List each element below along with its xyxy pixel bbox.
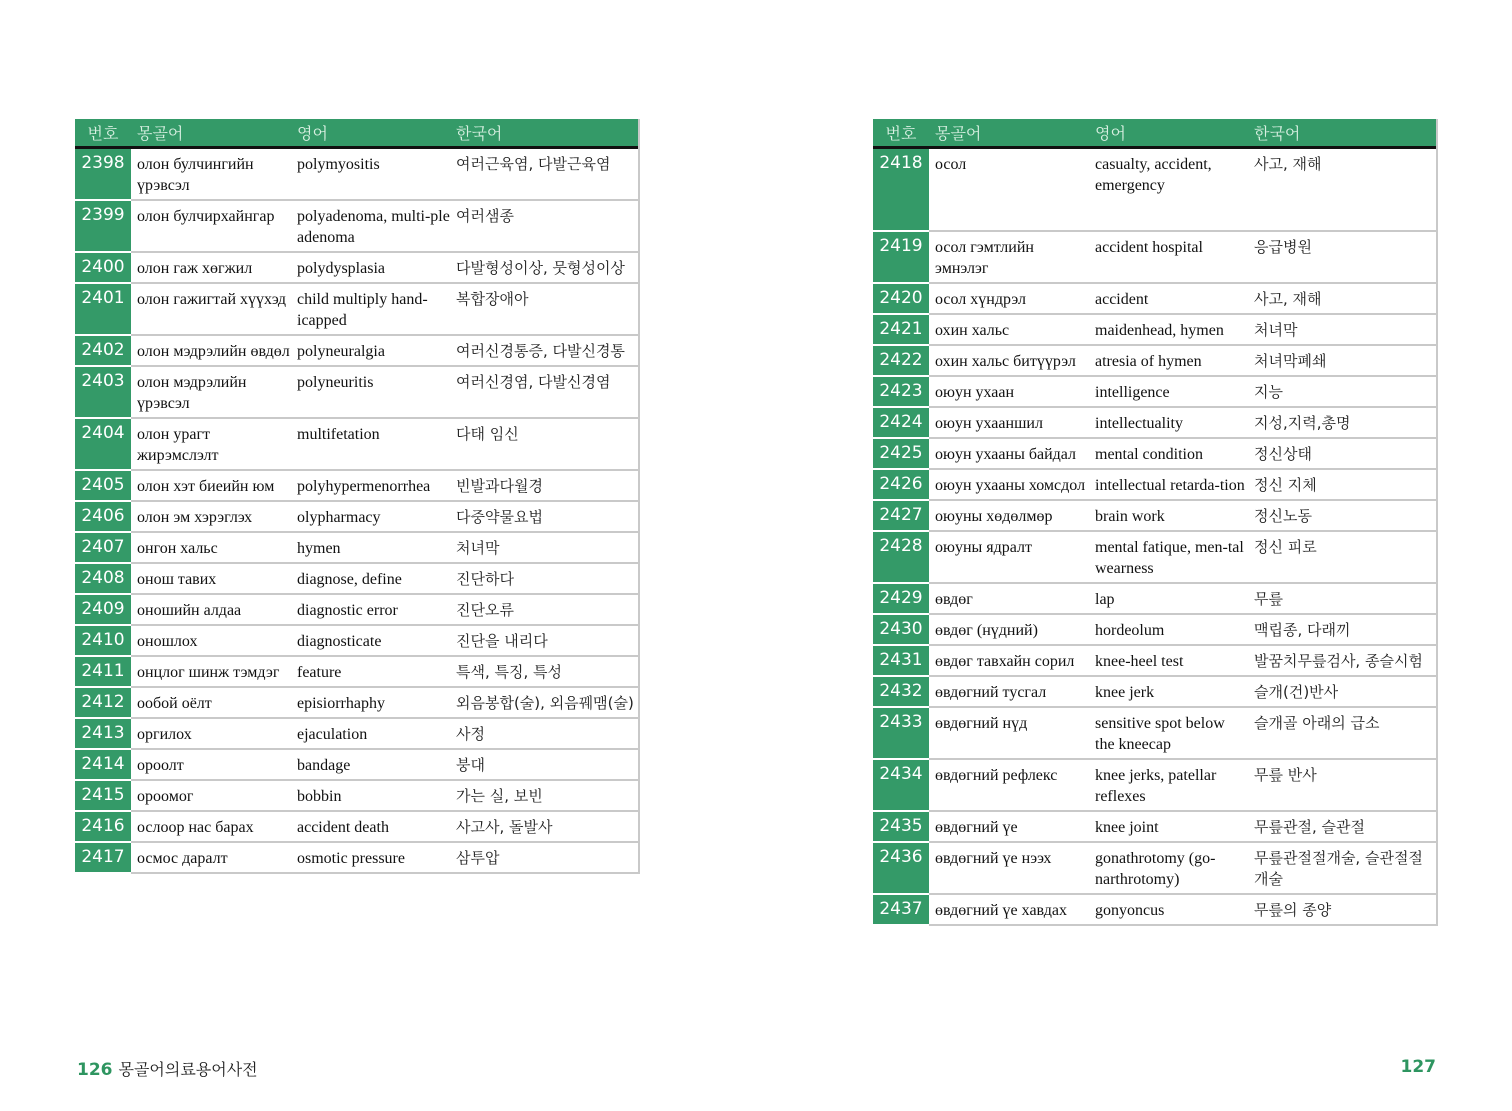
- header-english: 영어: [1095, 124, 1126, 143]
- english-term: maidenhead, hymen: [1095, 322, 1224, 339]
- table-row: [873, 470, 1436, 501]
- korean-term: 사고, 재해: [1254, 290, 1322, 308]
- english-term: bandage: [297, 757, 351, 774]
- term-number: 2420: [873, 284, 929, 315]
- mongolian-term: ослоор нас барах: [137, 819, 254, 836]
- english-term: sensitive spot below the kneecap: [1095, 715, 1225, 753]
- english-term: mental fatique, men-tal wearness: [1095, 539, 1244, 577]
- english-term: polyneuritis: [297, 374, 374, 391]
- mongolian-term: оюун ухааны байдал: [935, 446, 1076, 463]
- header-korean: 한국어: [456, 124, 503, 143]
- mongolian-term: өвдөгний рефлекс: [935, 767, 1058, 784]
- mongolian-term: оюун ухаан: [935, 384, 1015, 401]
- korean-term: 무릎 반사: [1254, 766, 1317, 784]
- mongolian-term: охин хальс: [935, 322, 1010, 339]
- english-term: diagnosticate: [297, 633, 382, 650]
- book-title: 몽골어의료용어사전: [118, 1060, 258, 1079]
- term-number: 2401: [75, 284, 131, 336]
- table-row: [873, 584, 1436, 615]
- korean-term: 무릎: [1254, 590, 1283, 608]
- english-term: hordeolum: [1095, 622, 1165, 639]
- table-row: [75, 471, 638, 502]
- table-row: [873, 439, 1436, 470]
- table-row: [873, 346, 1436, 377]
- table-row: [75, 595, 638, 626]
- table-row: [75, 688, 638, 719]
- english-term: gonyoncus: [1095, 902, 1165, 919]
- term-number: 2415: [75, 781, 131, 812]
- table-row: [75, 201, 638, 253]
- english-term: knee-heel test: [1095, 653, 1184, 670]
- table-row: [873, 677, 1436, 708]
- english-term: atresia of hymen: [1095, 353, 1202, 370]
- table-row: [873, 232, 1436, 284]
- mongolian-term: оюуны хөдөлмөр: [935, 508, 1053, 525]
- korean-term: 발꿈치무릎검사, 종슬시험: [1254, 652, 1423, 670]
- mongolian-term: өвдөг тавхайн сорил: [935, 653, 1075, 670]
- table-row: [75, 336, 638, 367]
- english-term: polyhypermenorrhea: [297, 478, 431, 495]
- english-term: accident: [1095, 291, 1149, 308]
- term-number: 2398: [75, 149, 131, 201]
- term-number: 2433: [873, 708, 929, 760]
- header-mongolian: 몽골어: [137, 124, 184, 143]
- table-row: [75, 533, 638, 564]
- korean-term: 진단오류: [456, 601, 514, 619]
- english-term: ejaculation: [297, 726, 368, 743]
- table-row: [75, 149, 638, 201]
- mongolian-term: осол гэмтлийн эмнэлэг: [935, 239, 1034, 277]
- english-term: intelligence: [1095, 384, 1170, 401]
- korean-term: 지성,지력,총명: [1254, 414, 1351, 432]
- term-number: 2424: [873, 408, 929, 439]
- english-term: gonathrotomy (go-narthrotomy): [1095, 850, 1216, 888]
- term-number: 2421: [873, 315, 929, 346]
- english-term: polydysplasia: [297, 260, 385, 277]
- english-term: accident death: [297, 819, 389, 836]
- term-number: 2432: [873, 677, 929, 708]
- term-number: 2422: [873, 346, 929, 377]
- table-row: [873, 708, 1436, 760]
- mongolian-term: оюуны ядралт: [935, 539, 1032, 556]
- table-row: [873, 646, 1436, 677]
- term-number: 2405: [75, 471, 131, 502]
- korean-term: 다태 임신: [456, 425, 519, 443]
- korean-term: 사정: [456, 725, 485, 743]
- korean-term: 정신노동: [1254, 507, 1312, 525]
- table-header: [873, 119, 1436, 149]
- header-number: 번호: [87, 124, 119, 143]
- korean-term: 여러샘종: [456, 207, 514, 225]
- mongolian-term: оргилох: [137, 726, 192, 743]
- english-term: accident hospital: [1095, 239, 1203, 256]
- term-number: 2429: [873, 584, 929, 615]
- korean-term: 다발형성이상, 뭇형성이상: [456, 259, 625, 277]
- english-term: bobbin: [297, 788, 342, 805]
- table-row: [873, 408, 1436, 439]
- table-row: [873, 615, 1436, 646]
- korean-term: 특색, 특징, 특성: [456, 663, 563, 681]
- mongolian-term: осол хүндрэл: [935, 291, 1026, 308]
- table-row: [75, 626, 638, 657]
- korean-term: 지능: [1254, 383, 1283, 401]
- korean-term: 정신 피로: [1254, 538, 1317, 556]
- english-term: lap: [1095, 591, 1115, 608]
- table-row: [75, 367, 638, 419]
- english-term: polymyositis: [297, 156, 380, 173]
- mongolian-term: өвдөгний үе хавдах: [935, 902, 1067, 919]
- korean-term: 다중약물요법: [456, 508, 543, 526]
- korean-term: 처녀막: [456, 539, 500, 557]
- term-number: 2427: [873, 501, 929, 532]
- korean-term: 정신 지체: [1254, 476, 1317, 494]
- term-number: 2400: [75, 253, 131, 284]
- table-row: [873, 149, 1436, 232]
- mongolian-term: ообой оёлт: [137, 695, 212, 712]
- english-term: intellectuality: [1095, 415, 1183, 432]
- header-korean: 한국어: [1254, 124, 1301, 143]
- header-number: 번호: [885, 124, 917, 143]
- table-row: [873, 532, 1436, 584]
- term-number: 2428: [873, 532, 929, 584]
- term-number: 2412: [75, 688, 131, 719]
- header-mongolian: 몽골어: [935, 124, 982, 143]
- korean-term: 빈발과다월경: [456, 477, 543, 495]
- table-row: [75, 502, 638, 533]
- english-term: polyneuralgia: [297, 343, 385, 360]
- korean-term: 맥립종, 다래끼: [1254, 621, 1351, 639]
- korean-term: 붕대: [456, 756, 485, 774]
- table-row: [873, 315, 1436, 346]
- table-row: [75, 564, 638, 595]
- term-number: 2431: [873, 646, 929, 677]
- korean-term: 여러근육염, 다발근육염: [456, 155, 611, 173]
- term-number: 2414: [75, 750, 131, 781]
- mongolian-term: оношлох: [137, 633, 198, 650]
- english-term: diagnostic error: [297, 602, 398, 619]
- korean-term: 정신상태: [1254, 445, 1312, 463]
- korean-term: 처녀막폐쇄: [1254, 352, 1327, 370]
- korean-term: 진단하다: [456, 570, 514, 588]
- term-number: 2407: [75, 533, 131, 564]
- footer-right: [1401, 1057, 1437, 1077]
- korean-term: 슬개(건)반사: [1254, 683, 1339, 701]
- term-number: 2399: [75, 201, 131, 253]
- english-term: knee joint: [1095, 819, 1159, 836]
- term-number: 2408: [75, 564, 131, 595]
- table-row: [75, 284, 638, 336]
- header-english: 영어: [297, 124, 328, 143]
- table-row: [75, 750, 638, 781]
- page-number: 126: [77, 1060, 113, 1080]
- mongolian-term: өвдөг (нүдний): [935, 622, 1038, 639]
- english-term: polyadenoma, multi-ple adenoma: [297, 208, 450, 246]
- term-number: 2436: [873, 843, 929, 895]
- footer-left: [77, 1057, 258, 1080]
- table-row: [75, 419, 638, 471]
- mongolian-term: осмос даралт: [137, 850, 228, 867]
- term-number: 2423: [873, 377, 929, 408]
- table-body: [75, 149, 638, 874]
- mongolian-term: олон мэдрэлийн өвдөл: [137, 343, 290, 360]
- mongolian-term: өвдөгний үе: [935, 819, 1018, 836]
- english-term: feature: [297, 664, 342, 681]
- term-number: 2437: [873, 895, 929, 926]
- english-term: brain work: [1095, 508, 1165, 525]
- mongolian-term: олон гажигтай хүүхэд: [137, 291, 286, 308]
- korean-term: 외음봉합(술), 외음꿰맴(술): [456, 694, 634, 712]
- mongolian-term: өвдөгний тусгал: [935, 684, 1047, 701]
- table-row: [75, 843, 638, 874]
- korean-term: 여러신경염, 다발신경염: [456, 373, 611, 391]
- mongolian-term: онцлог шинж тэмдэг: [137, 664, 280, 681]
- english-term: diagnose, define: [297, 571, 402, 588]
- korean-term: 진단을 내리다: [456, 632, 548, 650]
- table-row: [75, 253, 638, 284]
- korean-term: 무릎관절절개술, 슬관절절개술: [1254, 849, 1423, 888]
- english-term: casualty, accident, emergency: [1095, 156, 1212, 194]
- term-number: 2409: [75, 595, 131, 626]
- korean-term: 삼투압: [456, 849, 500, 867]
- term-number: 2418: [873, 149, 929, 232]
- table-row: [873, 843, 1436, 895]
- term-number: 2430: [873, 615, 929, 646]
- term-number: 2403: [75, 367, 131, 419]
- korean-term: 무릎의 종양: [1254, 901, 1332, 919]
- term-number: 2410: [75, 626, 131, 657]
- table-row: [873, 760, 1436, 812]
- table-row: [873, 812, 1436, 843]
- english-term: knee jerks, patellar reflexes: [1095, 767, 1217, 805]
- mongolian-term: олон булчингийн үрэвсэл: [137, 156, 254, 194]
- english-term: episiorrhaphy: [297, 695, 385, 712]
- table-body: [873, 149, 1436, 926]
- mongolian-term: олон мэдрэлийн үрэвсэл: [137, 374, 247, 412]
- table-row: [75, 657, 638, 688]
- term-number: 2419: [873, 232, 929, 284]
- mongolian-term: охин хальс битүүрэл: [935, 353, 1076, 370]
- table-row: [873, 377, 1436, 408]
- term-number: 2406: [75, 502, 131, 533]
- english-term: intellectual retarda-tion: [1095, 477, 1245, 494]
- table-header: [75, 119, 638, 149]
- table-row: [873, 895, 1436, 926]
- mongolian-term: оношийн алдаа: [137, 602, 242, 619]
- mongolian-term: олон хэт биеийн юм: [137, 478, 275, 495]
- table-row: [75, 812, 638, 843]
- page-number: 127: [1400, 1057, 1436, 1077]
- term-number: 2416: [75, 812, 131, 843]
- mongolian-term: олон булчирхайнгар: [137, 208, 275, 225]
- term-number: 2411: [75, 657, 131, 688]
- english-term: olypharmacy: [297, 509, 381, 526]
- term-number: 2404: [75, 419, 131, 471]
- english-term: child multiply hand-icapped: [297, 291, 428, 329]
- mongolian-term: өвдөгний үе нээх: [935, 850, 1052, 867]
- table-row: [75, 719, 638, 750]
- mongolian-term: онгон хальс: [137, 540, 218, 557]
- left-term-table: [75, 119, 640, 874]
- mongolian-term: олон гаж хөгжил: [137, 260, 253, 277]
- mongolian-term: ороолт: [137, 757, 184, 774]
- term-number: 2402: [75, 336, 131, 367]
- mongolian-term: өвдөг: [935, 591, 973, 608]
- mongolian-term: оюун ухааншил: [935, 415, 1043, 432]
- korean-term: 여러신경통증, 다발신경통: [456, 342, 625, 360]
- term-number: 2413: [75, 719, 131, 750]
- english-term: osmotic pressure: [297, 850, 405, 867]
- korean-term: 슬개골 아래의 급소: [1254, 714, 1380, 732]
- term-number: 2425: [873, 439, 929, 470]
- table-row: [873, 284, 1436, 315]
- mongolian-term: ороомог: [137, 788, 194, 805]
- english-term: mental condition: [1095, 446, 1203, 463]
- korean-term: 사고사, 돌발사: [456, 818, 553, 836]
- term-number: 2435: [873, 812, 929, 843]
- korean-term: 사고, 재해: [1254, 155, 1322, 173]
- english-term: hymen: [297, 540, 341, 557]
- mongolian-term: өвдөгний нүд: [935, 715, 1028, 732]
- english-term: multifetation: [297, 426, 380, 443]
- term-number: 2426: [873, 470, 929, 501]
- mongolian-term: осол: [935, 156, 967, 173]
- english-term: knee jerk: [1095, 684, 1155, 701]
- mongolian-term: онош тавих: [137, 571, 217, 588]
- korean-term: 응급병원: [1254, 238, 1312, 256]
- korean-term: 복합장애아: [456, 290, 529, 308]
- table-row: [873, 501, 1436, 532]
- right-term-table: [873, 119, 1438, 926]
- korean-term: 가는 실, 보빈: [456, 787, 543, 805]
- term-number: 2434: [873, 760, 929, 812]
- korean-term: 무릎관절, 슬관절: [1254, 818, 1365, 836]
- table-row: [75, 781, 638, 812]
- term-number: 2417: [75, 843, 131, 874]
- mongolian-term: оюун ухааны хомсдол: [935, 477, 1086, 494]
- korean-term: 처녀막: [1254, 321, 1298, 339]
- mongolian-term: олон урагт жирэмслэлт: [137, 426, 219, 464]
- mongolian-term: олон эм хэрэглэх: [137, 509, 253, 526]
